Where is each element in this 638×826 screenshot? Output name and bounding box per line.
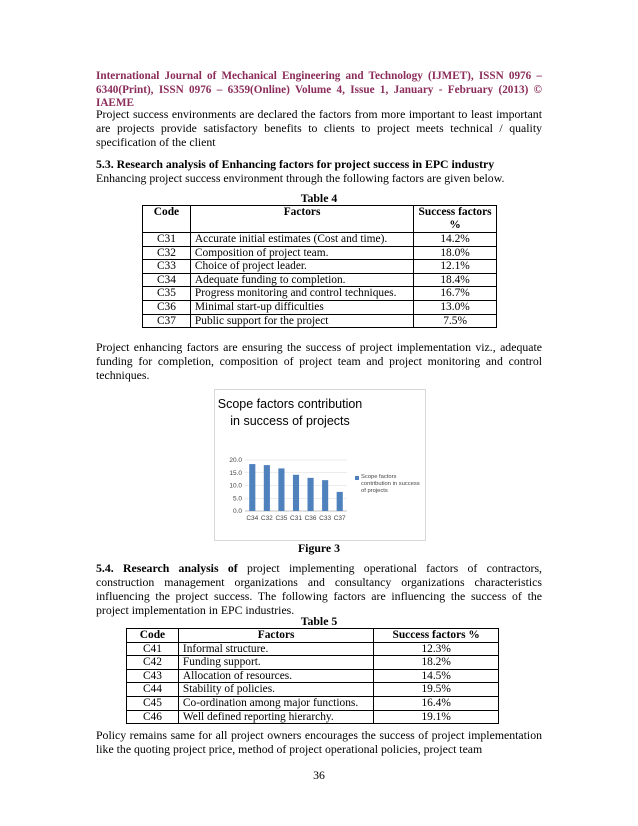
section-5-3-lead: Enhancing project success environment through the following factors are given below.	[96, 171, 505, 185]
table-row	[127, 710, 499, 724]
table-5-caption: Table 5	[300, 614, 338, 628]
cell-factor: Co-ordination among major functions.	[178, 696, 373, 710]
table-4-header-row	[143, 206, 497, 233]
table-4-header-factors: Factors	[190, 206, 413, 233]
table-row	[143, 260, 497, 274]
cell-code: C45	[127, 696, 179, 710]
y-tick-label: 20.0	[229, 457, 242, 465]
x-tick-label: C32	[260, 515, 273, 522]
table-4-caption: Table 4	[300, 191, 338, 205]
y-tick-label: 15.0	[229, 469, 242, 477]
table-5-header-code: Code	[127, 629, 179, 643]
cell-value: 16.4%	[374, 696, 499, 710]
bar-c37	[337, 492, 343, 511]
cell-code: C42	[127, 656, 179, 670]
x-tick-label: C34	[246, 515, 259, 522]
section-5-4-text: project implementing operational factors of contractors, construction management organizations and consultancy organizations characteristics influencing the project success. The following factors are influencing the success of the project implementation in EPC industries.	[96, 561, 542, 617]
y-tick-label: 10.0	[229, 482, 242, 490]
x-tick-label: C33	[319, 515, 332, 522]
journal-header: International Journal of Mechanical Engineering and Technology (IJMET), ISSN 0976 – 6340(Print), ISSN 0976 – 6359(Online) Volume 4, Issue 1, January - February (2013) © IAEME	[96, 70, 542, 110]
x-tick-label: C37	[333, 515, 346, 522]
bar-c36	[308, 478, 314, 511]
x-tick-label: C36	[304, 515, 317, 522]
cell-factor: Choice of project leader.	[190, 260, 413, 274]
cell-value: 19.5%	[374, 683, 499, 697]
table-5	[126, 628, 499, 724]
cell-value: 13.0%	[414, 300, 497, 314]
bar-c31	[293, 475, 299, 511]
cell-code: C46	[127, 710, 179, 724]
intro-paragraph: Project success environments are declared the factors from more important to least important are projects provide satisfactory benefits to clients to project meets technical / quality specification of the client	[96, 107, 542, 149]
y-tick-label: 0.0	[232, 508, 242, 516]
table-row	[143, 233, 497, 247]
cell-value: 12.1%	[414, 260, 497, 274]
chart-plot	[215, 390, 425, 540]
cell-factor: Accurate initial estimates (Cost and time).	[190, 233, 413, 247]
table-row	[127, 656, 499, 670]
cell-value: 18.2%	[374, 656, 499, 670]
bar-c35	[278, 468, 284, 511]
cell-factor: Composition of project team.	[190, 246, 413, 260]
cell-code: C41	[127, 642, 179, 656]
bar-c34	[249, 464, 255, 511]
table-4-discussion: Project enhancing factors are ensuring the success of project implementation viz., adequate funding for completion, composition of project team and project monitoring and control techniques.	[96, 340, 542, 382]
x-tick-label: C31	[290, 515, 302, 522]
table-4-header-success: Success factors %	[414, 206, 497, 233]
figure-3-caption: Figure 3	[297, 541, 341, 555]
legend-label: Scope factors contribution in success of projects	[361, 474, 420, 494]
chart-title: Scope factors contribution in success of projects	[217, 397, 363, 428]
table-row	[127, 696, 499, 710]
legend-item	[355, 474, 425, 495]
page-number: 36	[313, 768, 325, 782]
bar-c33	[322, 480, 328, 511]
cell-code: C31	[143, 233, 191, 247]
cell-factor: Informal structure.	[178, 642, 373, 656]
cell-code: C43	[127, 669, 179, 683]
cell-factor: Progress monitoring and control techniques.	[190, 287, 413, 301]
cell-factor: Funding support.	[178, 656, 373, 670]
cell-value: 12.3%	[374, 642, 499, 656]
chart-legend	[355, 474, 425, 495]
table-5-header-row	[127, 629, 499, 643]
section-5-4-paragraph	[96, 561, 542, 617]
table-row	[127, 642, 499, 656]
table-row	[143, 273, 497, 287]
cell-code: C44	[127, 683, 179, 697]
table-4	[142, 205, 497, 328]
cell-factor: Allocation of resources.	[178, 669, 373, 683]
table-4-header-code: Code	[143, 206, 191, 233]
legend-swatch	[355, 476, 359, 480]
cell-code: C32	[143, 246, 191, 260]
cell-factor: Public support for the project	[190, 314, 413, 328]
closing-paragraph: Policy remains same for all project owners encourages the success of project implementation like the quoting project price, method of project operational policies, project team	[96, 728, 542, 756]
table-row	[143, 246, 497, 260]
cell-code: C35	[143, 287, 191, 301]
section-5-4-title: 5.4. Research analysis of	[96, 561, 238, 575]
bar-c32	[264, 465, 270, 511]
table-5-header-success: Success factors %	[374, 629, 499, 643]
y-tick-label: 5.0	[232, 495, 242, 503]
table-5-header-factors: Factors	[178, 629, 373, 643]
table-row	[143, 314, 497, 328]
figure-3-chart	[214, 389, 426, 541]
table-row	[143, 287, 497, 301]
cell-value: 18.4%	[414, 273, 497, 287]
section-5-3-title: 5.3. Research analysis of Enhancing factors for project success in EPC industry	[96, 157, 495, 171]
table-row	[143, 300, 497, 314]
cell-factor: Minimal start-up difficulties	[190, 300, 413, 314]
x-tick-label: C35	[275, 515, 288, 522]
cell-code: C33	[143, 260, 191, 274]
cell-value: 19.1%	[374, 710, 499, 724]
cell-code: C37	[143, 314, 191, 328]
cell-factor: Adequate funding to completion.	[190, 273, 413, 287]
cell-value: 14.2%	[414, 233, 497, 247]
cell-code: C34	[143, 273, 191, 287]
cell-value: 18.0%	[414, 246, 497, 260]
cell-value: 16.7%	[414, 287, 497, 301]
cell-code: C36	[143, 300, 191, 314]
cell-factor: Stability of policies.	[178, 683, 373, 697]
table-row	[127, 669, 499, 683]
cell-value: 7.5%	[414, 314, 497, 328]
table-row	[127, 683, 499, 697]
cell-factor: Well defined reporting hierarchy.	[178, 710, 373, 724]
cell-value: 14.5%	[374, 669, 499, 683]
